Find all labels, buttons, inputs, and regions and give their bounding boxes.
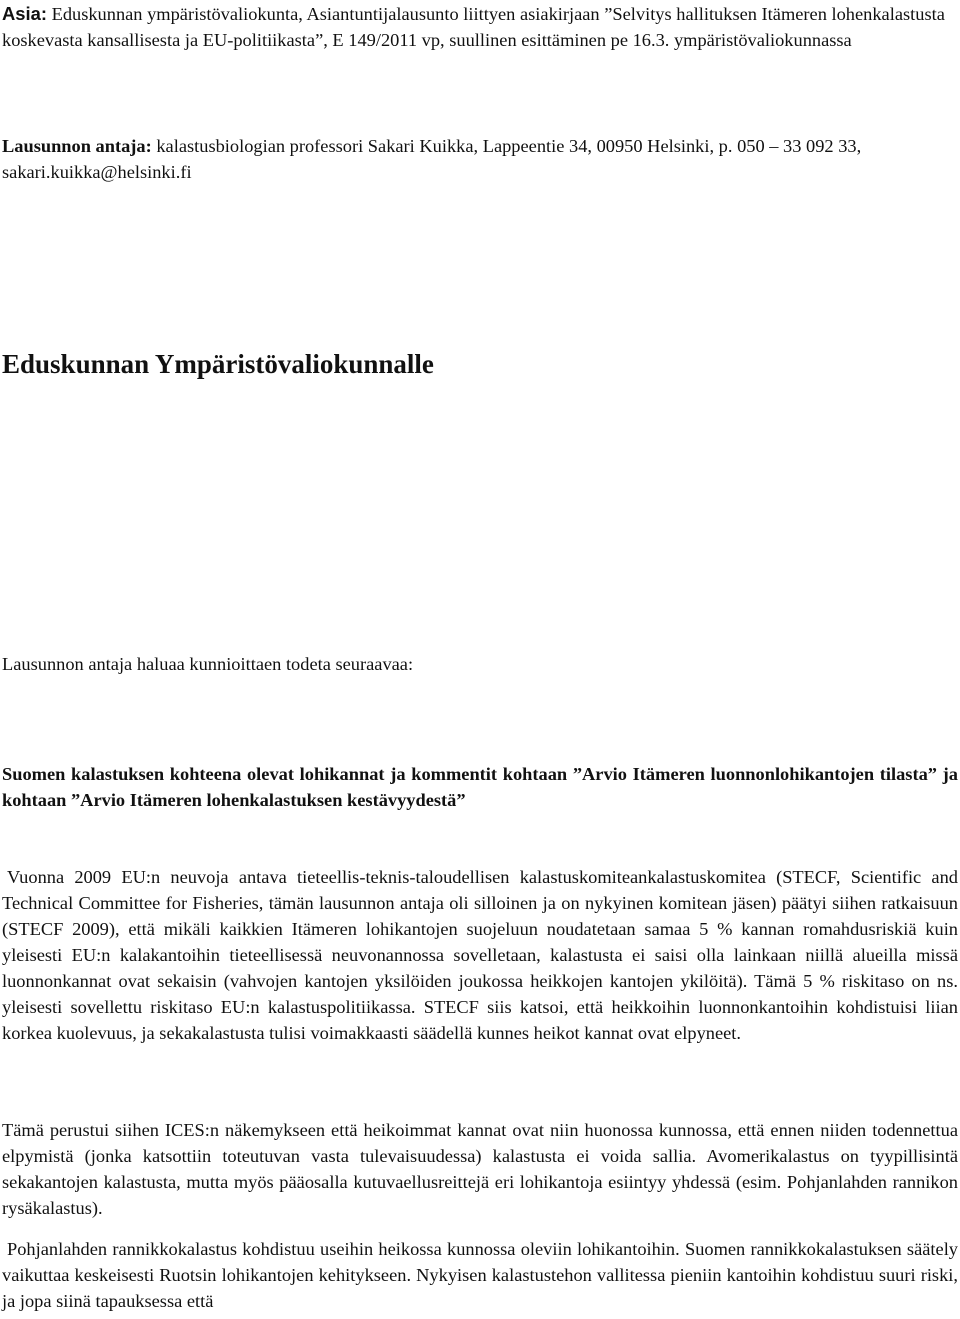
statement-giver-text: kalastusbiologian professori Sakari Kuikka, Lappeentie 34, 00950 Helsinki, p. 050 – 33 092 33, sakari.kuikka@helsinki.fi	[2, 136, 862, 182]
section-title: Suomen kalastuksen kohteena olevat lohikannat ja kommentit kohtaan ”Arvio Itämeren luonnonlohikantojen tilasta” ja kohtaan ”Arvio Itämeren lohenkalastuksen kestävyydestä”	[2, 764, 958, 810]
addressee-heading: Eduskunnan Ympäristövaliokunnalle	[2, 349, 434, 379]
subject-label: Asia:	[2, 3, 47, 24]
body-paragraph-3: Pohjanlahden rannikkokalastus kohdistuu useihin heikossa kunnossa oleviin lohikantoihin. Suomen rannikkokalastuksen säätely vaikuttaa keskeisesti Ruotsin lohikantojen kehitykseen. Nykyisen kalastustehon vallitessa pieniin kantoihin kohdistuu suuri riski, ja jopa siinä tapauksessa että	[2, 1239, 958, 1311]
body-paragraph-2: Tämä perustui siihen ICES:n näkemykseen että heikoimmat kannat ovat niin huonossa kunnossa, että ennen niiden todennettua elpymistä (jonka katsottiin toteutuvan vasta tulevaisuudessa) kalastusta ei voida sallia. Avomerikalastus on tyypillisintä sekakantojen kalastusta, mutta myös pääosalla kutuvaellusreittejä eri lohikantoja esiintyy yhdessä (esim. Pohjanlahden rannikon rysäkalastus).	[2, 1120, 958, 1218]
intro-text: Lausunnon antaja haluaa kunnioittaen todeta seuraavaa:	[2, 654, 414, 674]
statement-giver-label: Lausunnon antaja:	[2, 136, 152, 156]
subject-paragraph	[2, 1, 958, 53]
statement-giver-paragraph	[2, 133, 958, 185]
body-paragraph-1: Vuonna 2009 EU:n neuvoja antava tieteellis-teknis-taloudellisen kalastuskomiteankalastuskomitea (STECF, Scientific and Technical Committee for Fisheries, tämän lausunnon antaja oli silloinen ja on nykyinen komitean jäsen) päätyi siihen ratkaisuun (STECF 2009), että mikäli kaikkien Itämeren lohikantojen suojeluun noudatetaan samaa 5 % kannan romahdusriskiä kuin yleisesti EU:n kalakantoihin tieteellisessä neuvonannossa sovelletaan, kalastusta ei saisi olla lainkaan niillä alueilla missä luonnonkannat ovat sekaisin (vahvojen kantojen yksilöiden joukossa heikkojen kantojen ykilöitä). Tämä 5 % riskitaso on ns. yleisesti sovellettu riskitaso EU:n kalastuspolitiikassa. STECF siis katsoi, että heikkoihin luonnonkantoihin kohdistuisi liian korkea kuolevuus, ja sekakalastusta tulisi voimakkaasti säädellä kunnes heikot kannat ovat elpyneet.	[2, 867, 958, 1043]
subject-text: Eduskunnan ympäristövaliokunta, Asiantuntijalausunto liittyen asiakirjaan ”Selvitys hallituksen Itämeren lohenkalastusta koskevasta kansallisesta ja EU-politiikasta”, E 149/2011 vp, suullinen esittäminen pe 16.3. ympäristövaliokunnassa	[2, 4, 945, 50]
